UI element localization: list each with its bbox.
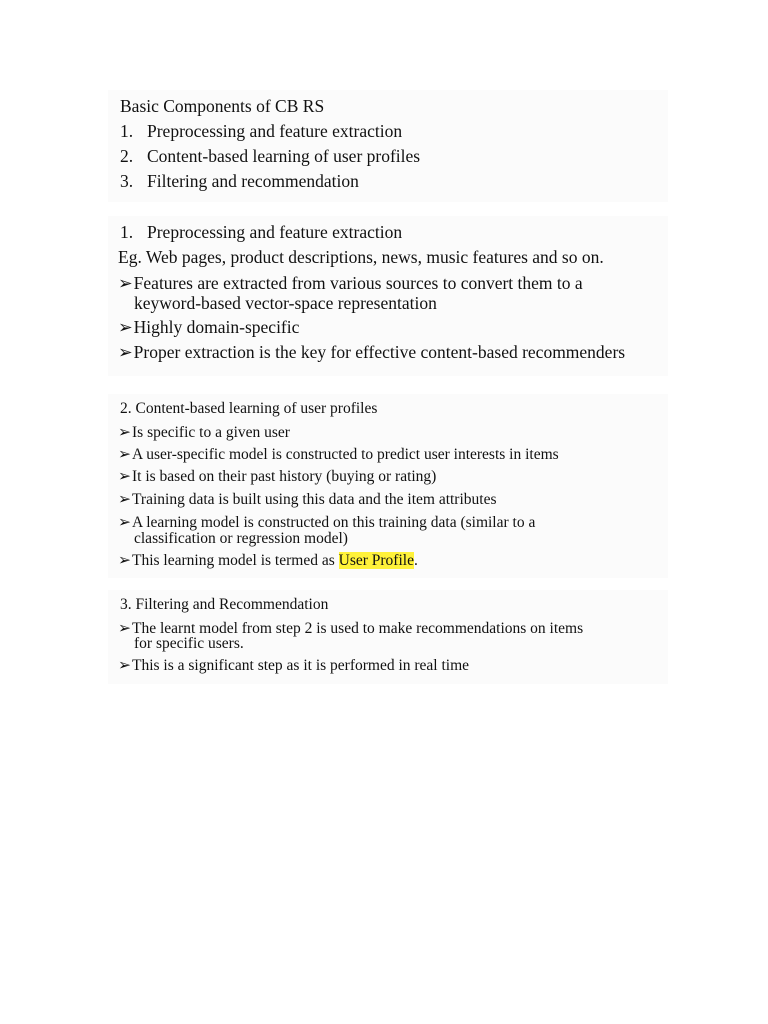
bullet-text: This learning model is termed as [132, 552, 339, 569]
bullet-continuation: for specific users. [134, 635, 244, 652]
bullet-continuation: keyword-based vector-space representation [134, 293, 437, 313]
example-text: Eg. Web pages, product descriptions, news, music features and so on. [118, 247, 604, 267]
component-item-3 [120, 171, 359, 192]
arrow-bullet-icon: ➢ [118, 552, 131, 569]
item-number: 2. [120, 146, 134, 166]
bullet-item [118, 317, 299, 338]
bullet-continuation: classification or regression model) [134, 530, 348, 547]
user-profiles-section [108, 394, 668, 578]
bullet-text: Highly domain-specific [133, 317, 300, 337]
arrow-bullet-icon: ➢ [118, 620, 131, 637]
arrow-bullet-icon: ➢ [118, 491, 131, 508]
arrow-bullet-icon: ➢ [118, 342, 133, 362]
bullet-text-end: . [413, 552, 418, 569]
item-text: Preprocessing and feature extraction [147, 121, 403, 141]
basic-components-section [108, 90, 668, 202]
filtering-section [108, 590, 668, 684]
bullet-text: The learnt model from step 2 is used to make recommendations on items [132, 620, 584, 637]
item-number: 1. [120, 121, 134, 141]
bullet-item [118, 467, 436, 486]
bullet-text: Is specific to a given user [132, 424, 290, 441]
section-heading: 2. Content-based learning of user profiles [120, 400, 378, 417]
bullet-text: This is a significant step as it is performed in real time [132, 657, 470, 674]
arrow-bullet-icon: ➢ [118, 468, 131, 485]
preprocessing-section [108, 216, 668, 376]
bullet-item [118, 423, 290, 442]
arrow-bullet-icon: ➢ [118, 657, 131, 674]
bullet-item [118, 342, 625, 363]
bullet-text: Proper extraction is the key for effective content-based recommenders [133, 342, 626, 362]
bullet-item [118, 445, 559, 464]
arrow-bullet-icon: ➢ [118, 446, 131, 463]
component-item-1 [120, 121, 402, 142]
arrow-bullet-icon: ➢ [118, 424, 131, 441]
bullet-item [118, 551, 418, 570]
section-heading: 3. Filtering and Recommendation [120, 596, 329, 613]
component-item-2 [120, 146, 420, 167]
section-heading [120, 222, 402, 243]
bullet-item [118, 273, 583, 294]
bullet-item [118, 490, 497, 509]
heading-text: Preprocessing and feature extraction [147, 222, 403, 242]
section-title: Basic Components of CB RS [120, 96, 325, 116]
bullet-text: A user-specific model is constructed to predict user interests in items [132, 446, 559, 463]
heading-number: 1. [120, 222, 134, 242]
arrow-bullet-icon: ➢ [118, 514, 131, 531]
bullet-item [118, 656, 469, 675]
bullet-text: Training data is built using this data and the item attributes [132, 491, 497, 508]
user-profile-highlight: User Profile [338, 552, 414, 569]
item-text: Content-based learning of user profiles [147, 146, 421, 166]
arrow-bullet-icon: ➢ [118, 317, 133, 337]
item-text: Filtering and recommendation [147, 171, 359, 191]
bullet-text: Features are extracted from various sources to convert them to a [133, 273, 583, 293]
bullet-text: It is based on their past history (buying or rating) [132, 468, 437, 485]
bullet-text: A learning model is constructed on this training data (similar to a [132, 514, 536, 531]
arrow-bullet-icon: ➢ [118, 273, 133, 293]
item-number: 3. [120, 171, 134, 191]
